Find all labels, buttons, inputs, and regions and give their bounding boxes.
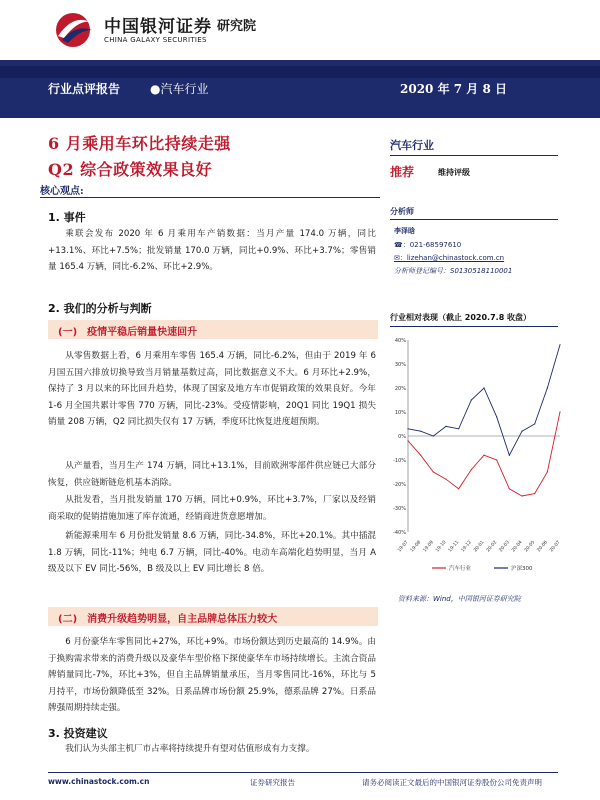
chart-y-tick-label: 20%	[394, 386, 406, 392]
chart-y-tick-label: 0%	[398, 434, 406, 440]
chart-x-tick-label: 20-05	[523, 540, 537, 554]
analyst-name: 李泽晗	[394, 227, 415, 235]
chart-point	[420, 431, 421, 432]
title-line1: 6 月乘用车环比持续走强	[48, 134, 231, 153]
footer-center: 证券研究报告	[250, 778, 295, 787]
chart-series-line-0	[408, 412, 560, 496]
analyst-phone: ☎：021-68597610	[394, 241, 462, 249]
chart-legend-label: 沪深300	[511, 566, 533, 572]
chart-point	[521, 431, 522, 432]
sub1-paragraph3: 从批发看，当月批发销量 170 万辆，同比+0.9%，环比+3.7%，厂家以及经销商采取的促销措施加速了库存流通，经销商进货意愿增加。	[48, 495, 376, 522]
chart-point	[445, 479, 446, 480]
sidebar-rule-3	[390, 326, 558, 327]
chart-point	[547, 387, 548, 388]
sub1-heading: (一) 疫情平稳后销量快速回升	[58, 327, 198, 338]
chart-point	[471, 399, 472, 400]
footer-disclaimer: 请务必阅读正文最后的中国银河证券股份公司免责声明	[362, 778, 542, 787]
section3-paragraph: 我们认为头部主机厂市占率将持续提升有望对估值形成有力支撑。	[65, 744, 315, 754]
report-type: 行业点评报告	[48, 82, 121, 96]
logo-cn: 中国银河证券	[104, 17, 212, 37]
chart-point	[420, 455, 421, 456]
chart-y-tick-label: 30%	[394, 362, 406, 368]
chart-point	[433, 435, 434, 436]
section3-heading: 3. 投资建议	[48, 727, 108, 740]
chart-y-tick-label: -10%	[393, 458, 406, 464]
core-label: 核心观点:	[40, 186, 84, 197]
chart-point	[407, 440, 408, 441]
analyst-heading: 分析师	[390, 207, 414, 216]
chart-point	[445, 426, 446, 427]
chart-x-tick-label: 20-01	[473, 540, 486, 554]
company-logo-icon	[50, 10, 96, 50]
footer-website[interactable]: www.chinastock.com.cn	[48, 777, 150, 786]
chart-point	[458, 428, 459, 429]
chart-point	[559, 344, 560, 345]
chart-x-tick-label: 19-11	[447, 540, 461, 554]
sidebar-rule-1	[390, 155, 558, 156]
chart-source: 资料来源：Wind，中国银河证券研究院	[398, 595, 521, 603]
chart-point	[509, 488, 510, 489]
sub1-paragraph2: 从产量看，当月生产 174 万辆，同比+13.1%，目前欧洲零部件供应链已大部分恢复，供应链断链危机基本消除。	[48, 461, 376, 488]
sidebar-industry: 汽车行业	[390, 139, 434, 152]
chart-x-tick-label: 20-07	[549, 540, 562, 554]
chart-point	[509, 455, 510, 456]
header-band-shade	[0, 66, 600, 78]
chart-point	[407, 428, 408, 429]
chart-heading: 行业相对表现（截止 2020.7.8 收盘）	[390, 313, 532, 322]
chart-legend-label: 汽车行业	[449, 566, 472, 572]
chart-point	[547, 471, 548, 472]
footer-rule	[48, 772, 558, 773]
chart-x-tick-label: 20-04	[511, 540, 524, 554]
institute-label: 研究院	[217, 19, 257, 34]
chart-point	[483, 455, 484, 456]
title-line2: Q2 综合政策效果良好	[48, 160, 213, 179]
sidebar-rating-note: 维持评级	[438, 168, 470, 177]
chart-x-tick-label: 19-08	[409, 540, 423, 554]
chart-x-tick-label: 19-09	[422, 540, 435, 554]
chart-x-tick-label: 19-07	[397, 540, 410, 554]
chart-x-tick-label: 20-06	[536, 540, 549, 554]
sidebar-recommend: 推荐	[390, 165, 415, 179]
chart-point	[534, 423, 535, 424]
chart-y-tick-label: -40%	[393, 530, 406, 536]
chart-x-tick-label: 19-10	[435, 540, 448, 554]
chart-series-line-1	[408, 345, 560, 455]
chart-point	[433, 471, 434, 472]
chart-point	[496, 459, 497, 460]
chart-point	[534, 493, 535, 494]
chart-y-tick-label: -20%	[393, 482, 406, 488]
section1-heading: 1. 事件	[48, 211, 86, 224]
sidebar-rule-2	[390, 219, 558, 220]
sub2-paragraph1: 6 月份豪华车零售同比+27%，环比+9%。市场份额达到历史最高的 14.9%。由于换购需求带来的消费升级以及豪华车型价格下探使豪华车市场持续增长。主流合资品牌销量同比-7%，环比+3%，但自主品牌销量承压，当月零售同比-16%，环比与 5 月持平，市场份额降低至 32%。日系品牌市场份额 25.9%，德系品牌 27%。日系品牌强周期持续走强。	[48, 637, 376, 713]
industry-tag: ●汽车行业	[150, 82, 209, 96]
chart-x-tick-label: 20-03	[498, 540, 511, 554]
chart-point	[496, 416, 497, 417]
logo-en: CHINA GALAXY SECURITIES	[104, 36, 207, 44]
sub1-paragraph1: 从零售数据上看，6 月乘用车零售 165.4 万辆，同比-6.2%，但由于 2019 年 6 月国五国六排放切换导致当月销量基数过高，同比数据意义不大。6 月环比+2.9%，保持了 3 月以来的环比回升趋势，体现了国家及地方车市促销政策的效果良好。今年 1-6 月全国共累计零售 770 万辆，同比-23%。受疫情影响，20Q1 同比 19Q1 损失销量 208 万辆，Q2 同比损失仅有 17 万辆，季度环比恢复进度超预期。	[48, 351, 376, 427]
chart-point	[483, 387, 484, 388]
chart-y-tick-label: -30%	[393, 506, 406, 512]
analyst-email[interactable]: ✉：lizehan@chinastock.com.cn	[394, 254, 505, 262]
chart-x-tick-label: 19-12	[460, 540, 473, 554]
core-rule	[40, 197, 380, 198]
chart-point	[458, 488, 459, 489]
chart-point	[521, 495, 522, 496]
analyst-license: 分析师登记编号：S0130518110001	[394, 267, 513, 275]
section1-paragraph: 乘联会发布 2020 年 6 月乘用车产销数据：当月产量 174.0 万辆，同比+13.1%、环比+7.5%；批发销量 170.0 万辆，同比+0.9%、环比+3.7%；零售销量 165.4 万辆，同比-6.2%、环比+2.9%。	[48, 229, 376, 272]
report-date: 2020 年 7 月 8 日	[400, 82, 507, 96]
section2-heading: 2. 我们的分析与判断	[48, 302, 152, 315]
relative-performance-chart	[388, 332, 568, 587]
sub1-paragraph4: 新能源乘用车 6 月份批发销量 8.6 万辆，同比-34.8%，环比+20.1%。其中插混 1.8 万辆，同比-11%；纯电 6.7 万辆，同比-40%。电动车高端化趋势明显，当月 A 级及以下 EV 同比-56%，B 级及以上 EV 同比增长 8 倍。	[48, 531, 376, 574]
chart-y-tick-label: 40%	[394, 338, 406, 344]
chart-x-tick-label: 20-02	[485, 540, 499, 554]
chart-point	[559, 411, 560, 412]
chart-point	[471, 469, 472, 470]
chart-y-tick-label: 10%	[394, 410, 406, 416]
sub2-heading: (二) 消费升级趋势明显，自主品牌总体压力较大	[58, 614, 278, 625]
